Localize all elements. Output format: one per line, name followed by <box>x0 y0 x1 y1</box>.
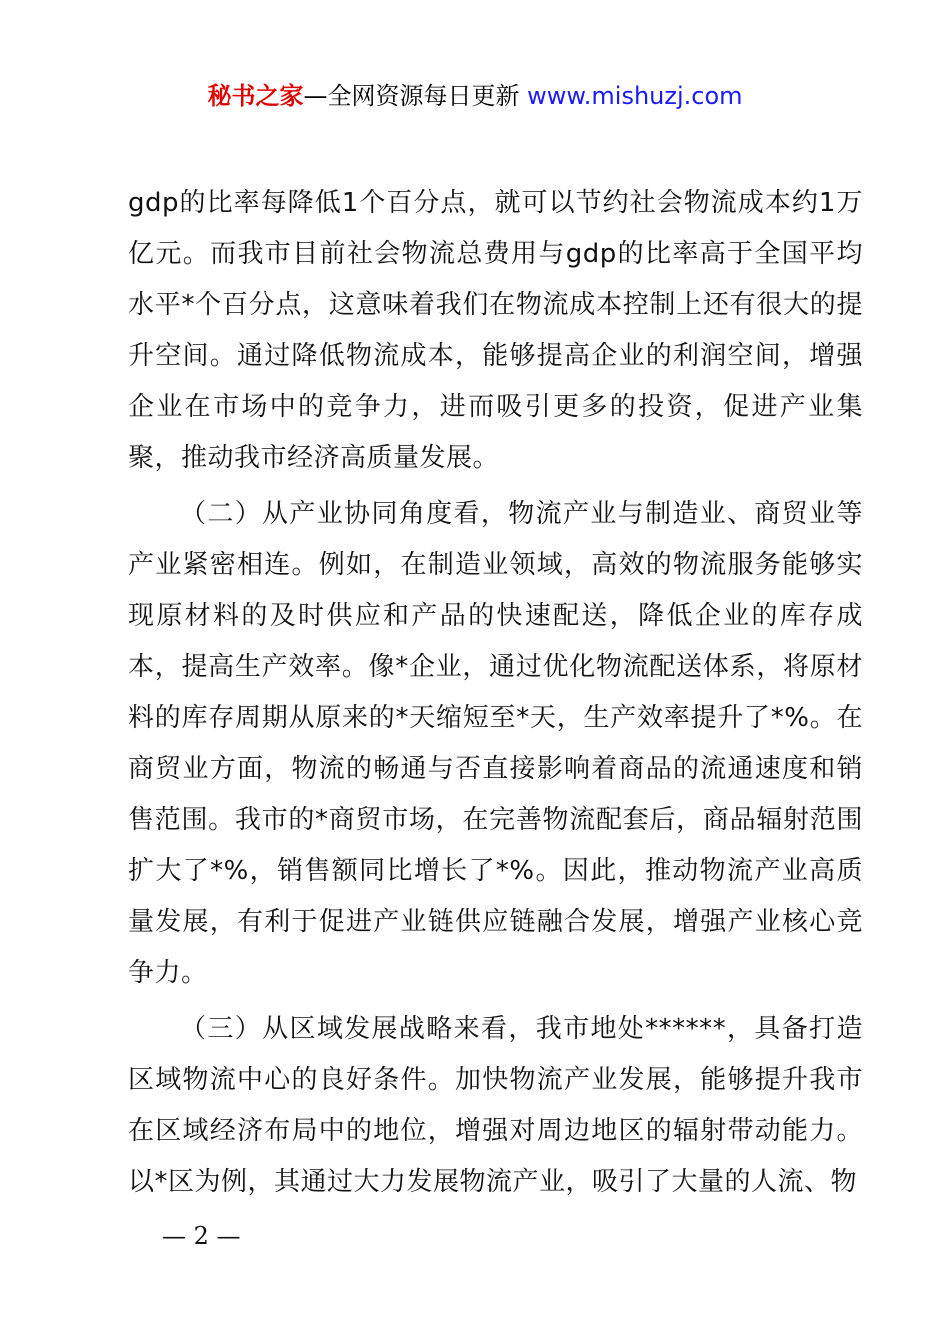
header-tagline: —全网资源每日更新 <box>303 82 528 110</box>
page-number: — 2 — <box>162 1222 241 1250</box>
paragraph-continuation: gdp的比率每降低1个百分点，就可以节约社会物流成本约1万亿元。而我市目前社会物流总费用与gdp的比率高于全国平均水平*个百分点，这意味着我们在物流成本控制上还有很大的提升空间。通过降低物流成本，能够提高企业的利润空间，增强企业在市场中的竞争力，进而吸引更多的投资，促进产业集聚，推动我市经济高质量发展。 <box>128 188 863 473</box>
brand-name: 秘书之家 <box>207 82 304 110</box>
paragraph-industry-synergy: （二）从产业协同角度看，物流产业与制造业、商贸业等产业紧密相连。例如，在制造业领域，高效的物流服务能够实现原材料的及时供应和产品的快速配送，降低企业的库存成本，提高生产效率。像*企业，通过优化物流配送体系，将原材料的库存周期从原来的*天缩短至*天，生产效率提升了*%。在商贸业方面，物流的畅通与否直接影响着商品的流通速度和销售范围。我市的*商贸市场，在完善物流配套后，商品辐射范围扩大了*%，销售额同比增长了*%。因此，推动物流产业高质量发展，有利于促进产业链供应链融合发展，增强产业核心竞争力。 <box>128 499 863 988</box>
site-header <box>0 80 950 112</box>
site-url-link[interactable]: www.mishuzj.com <box>527 82 743 110</box>
document-body <box>128 178 863 1208</box>
paragraph-regional-strategy: （三）从区域发展战略来看，我市地处******，具备打造区域物流中心的良好条件。加快物流产业发展，能够提升我市在区域经济布局中的地位，增强对周边地区的辐射带动能力。以*区为例，其通过大力发展物流产业，吸引了大量的人流、物 <box>128 1014 863 1197</box>
